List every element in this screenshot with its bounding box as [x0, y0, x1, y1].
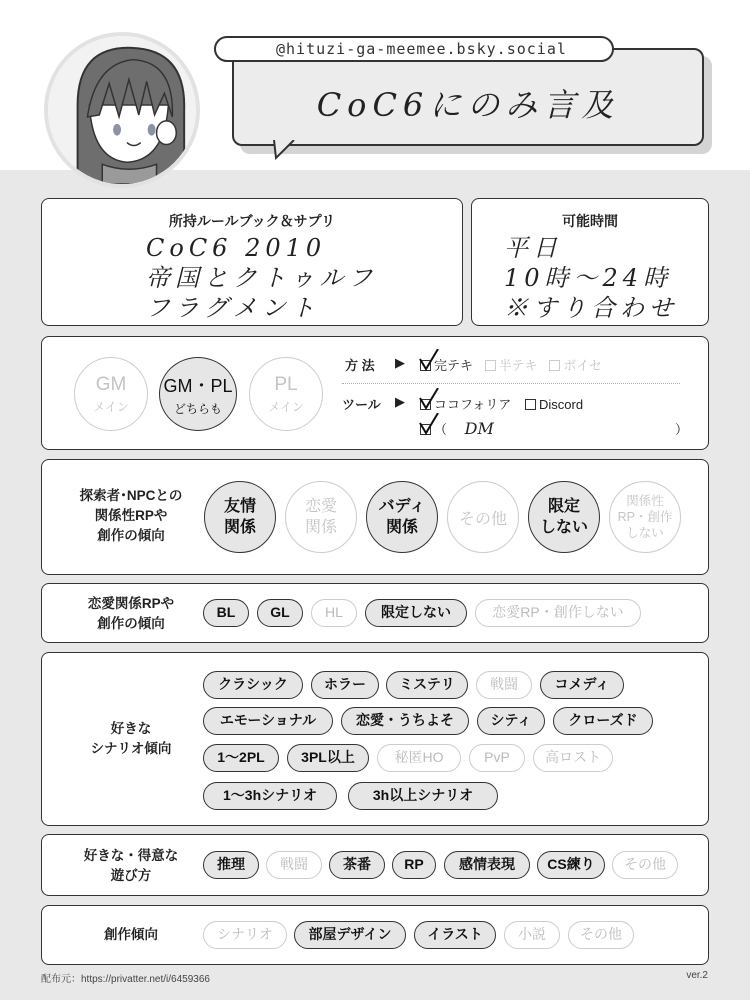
checkbox-icon [525, 399, 536, 410]
option-line: しない [626, 526, 664, 540]
scenario-option-1-2pl: 1〜2PL [203, 744, 279, 772]
label-line: 恋愛関係RPや [87, 596, 175, 611]
romance-panel [41, 583, 709, 643]
relationship-other [447, 481, 519, 553]
option-line: 限定 [547, 498, 580, 515]
availability-panel [471, 198, 709, 326]
scenario-label [56, 719, 206, 759]
rulebook-line: CoC6 2010 [146, 234, 327, 262]
scenario-option-horror: ホラー [311, 671, 379, 699]
creation-option-illustration: イラスト [414, 921, 496, 949]
role-panel [41, 336, 709, 450]
playstyle-label [56, 846, 206, 886]
option-line: 関係 [304, 519, 337, 536]
romance-option-none: 恋愛RP・創作しない [475, 599, 641, 627]
role-circle-line2: メイン [268, 399, 304, 414]
label-line: 創作の傾向 [97, 616, 165, 631]
option-line: RP・創作 [617, 510, 673, 524]
role-gm-pl-both [159, 357, 237, 431]
label-line: シナリオ傾向 [90, 741, 172, 756]
rulebooks-title: 所持ルールブック＆サプリ [168, 213, 336, 229]
tool-other-value: DM [464, 419, 494, 438]
bubble-tail [270, 140, 300, 162]
scenario-option-pvp: PvP [469, 744, 525, 772]
availability-line: 10時〜24時 [504, 264, 673, 292]
creation-option-room-design: 部屋デザイン [294, 921, 406, 949]
tool-option-label: Discord [538, 397, 584, 412]
relationship-panel [41, 459, 709, 575]
option-line: 友情 [223, 498, 256, 515]
method-option-label: ボイセ [563, 358, 602, 373]
checkmark-icon [418, 413, 440, 437]
method-option-label: 完テキ [434, 358, 474, 373]
tool-option-label: ココフォリア [434, 397, 512, 412]
playstyle-option-deduction: 推理 [203, 851, 259, 879]
romance-option-hl: HL [311, 599, 357, 627]
method-label: 方 法 [345, 358, 375, 373]
relationship-romance [285, 481, 357, 553]
playstyle-panel [41, 834, 709, 896]
scenario-option-combat: 戦闘 [476, 671, 532, 699]
footer-source: 配布元：https://privatter.net/i/6459366 [41, 974, 210, 985]
option-line: 恋愛 [304, 498, 337, 515]
scenario-option-secret-ho: 秘匿HO [377, 744, 461, 772]
checkmark-icon [418, 349, 440, 373]
scenario-option-1-3h: 1〜3hシナリオ [203, 782, 337, 810]
role-circle-line1: GM・PL [163, 375, 233, 396]
relationship-label [56, 486, 206, 546]
label-line: 探索者･NPCとの [79, 488, 183, 503]
speech-bubble [232, 48, 704, 146]
availability-line: 平日 [504, 234, 562, 262]
relationship-unrestricted [528, 481, 600, 553]
bubble-text: CoC6にのみ言及 [316, 86, 620, 124]
option-line: 関係 [385, 519, 418, 536]
label-line: 関係性RPや [94, 508, 168, 523]
scenario-option-comedy: コメディ [540, 671, 624, 699]
scenario-option-city: シティ [477, 707, 545, 735]
role-pl-main [249, 357, 323, 431]
tool-label: ツール [342, 397, 381, 412]
option-line: 関係性 [626, 494, 664, 508]
scenario-option-closed: クローズド [553, 707, 653, 735]
avatar [44, 32, 200, 188]
romance-option-gl: GL [257, 599, 303, 627]
playstyle-option-other: その他 [612, 851, 678, 879]
method-option-hanteki [485, 358, 538, 373]
option-line: しない [539, 519, 588, 536]
scenario-panel [41, 652, 709, 826]
option-line: バディ [378, 498, 426, 515]
rulebooks-panel [41, 198, 463, 326]
checkbox-icon [549, 360, 560, 371]
avatar-illustration [48, 36, 196, 184]
creation-panel [41, 905, 709, 965]
romance-label [56, 594, 206, 634]
playstyle-option-banter: 茶番 [329, 851, 385, 879]
scenario-option-high-lost: 高ロスト [533, 744, 613, 772]
playstyle-option-cs: CS練り [537, 851, 605, 879]
scenario-option-3h-plus: 3h以上シナリオ [348, 782, 498, 810]
arrow-icon: ▶ [395, 355, 405, 370]
method-option-label: 半テキ [498, 358, 538, 373]
method-option-voice [549, 358, 602, 373]
label-line: 創作傾向 [104, 927, 158, 942]
role-circle-line1: PL [274, 373, 298, 395]
option-line: その他 [458, 510, 507, 528]
creation-option-scenario: シナリオ [203, 921, 287, 949]
romance-option-unrestricted: 限定しない [365, 599, 467, 627]
playstyle-option-emotion: 感情表現 [444, 851, 530, 879]
availability-list [504, 233, 678, 323]
role-gm-main [74, 357, 148, 431]
tool-option-discord [525, 397, 583, 412]
rulebook-line: フラグメント [146, 294, 320, 322]
paren-open: （ [434, 422, 448, 437]
role-circle-line1: GM [95, 373, 127, 395]
creation-option-other: その他 [568, 921, 634, 949]
scenario-option-emotional: エモーショナル [203, 707, 333, 735]
label-line: 好きな [110, 721, 152, 736]
romance-option-bl: BL [203, 599, 249, 627]
creation-label [56, 925, 206, 945]
scenario-option-mystery: ミステリ [386, 671, 468, 699]
checkbox-icon [485, 360, 496, 371]
arrow-icon: ▶ [395, 394, 405, 409]
label-line: 遊び方 [110, 868, 152, 883]
relationship-friendship [204, 481, 276, 553]
availability-line: ※すり合わせ [504, 294, 678, 322]
label-line: 好きな・得意な [83, 848, 179, 863]
role-circle-line2: どちらも [173, 401, 222, 416]
tool-options [420, 394, 583, 413]
scenario-option-romance: 恋愛・うちよそ [341, 707, 469, 735]
label-line: 創作の傾向 [97, 528, 165, 543]
rulebooks-list [146, 233, 377, 323]
social-handle: @hituzi-ga-meemee.bsky.social [214, 36, 614, 62]
paren-close: ） [674, 422, 688, 437]
relationship-buddy [366, 481, 438, 553]
playstyle-option-combat: 戦闘 [266, 851, 322, 879]
availability-title: 可能時間 [562, 213, 618, 229]
playstyle-option-rp: RP [392, 851, 436, 879]
method-options [420, 355, 602, 374]
creation-option-novel: 小説 [504, 921, 560, 949]
role-circle-line2: メイン [93, 399, 129, 414]
tool-other [420, 419, 688, 438]
relationship-none [609, 481, 681, 553]
rulebook-line: 帝国とクトゥルフ [146, 264, 378, 292]
checkmark-icon [418, 388, 440, 412]
divider [342, 383, 680, 384]
scenario-option-classic: クラシック [203, 671, 303, 699]
scenario-option-3pl: 3PL以上 [287, 744, 369, 772]
footer-version: ver.2 [686, 970, 708, 981]
option-line: 関係 [223, 519, 256, 536]
